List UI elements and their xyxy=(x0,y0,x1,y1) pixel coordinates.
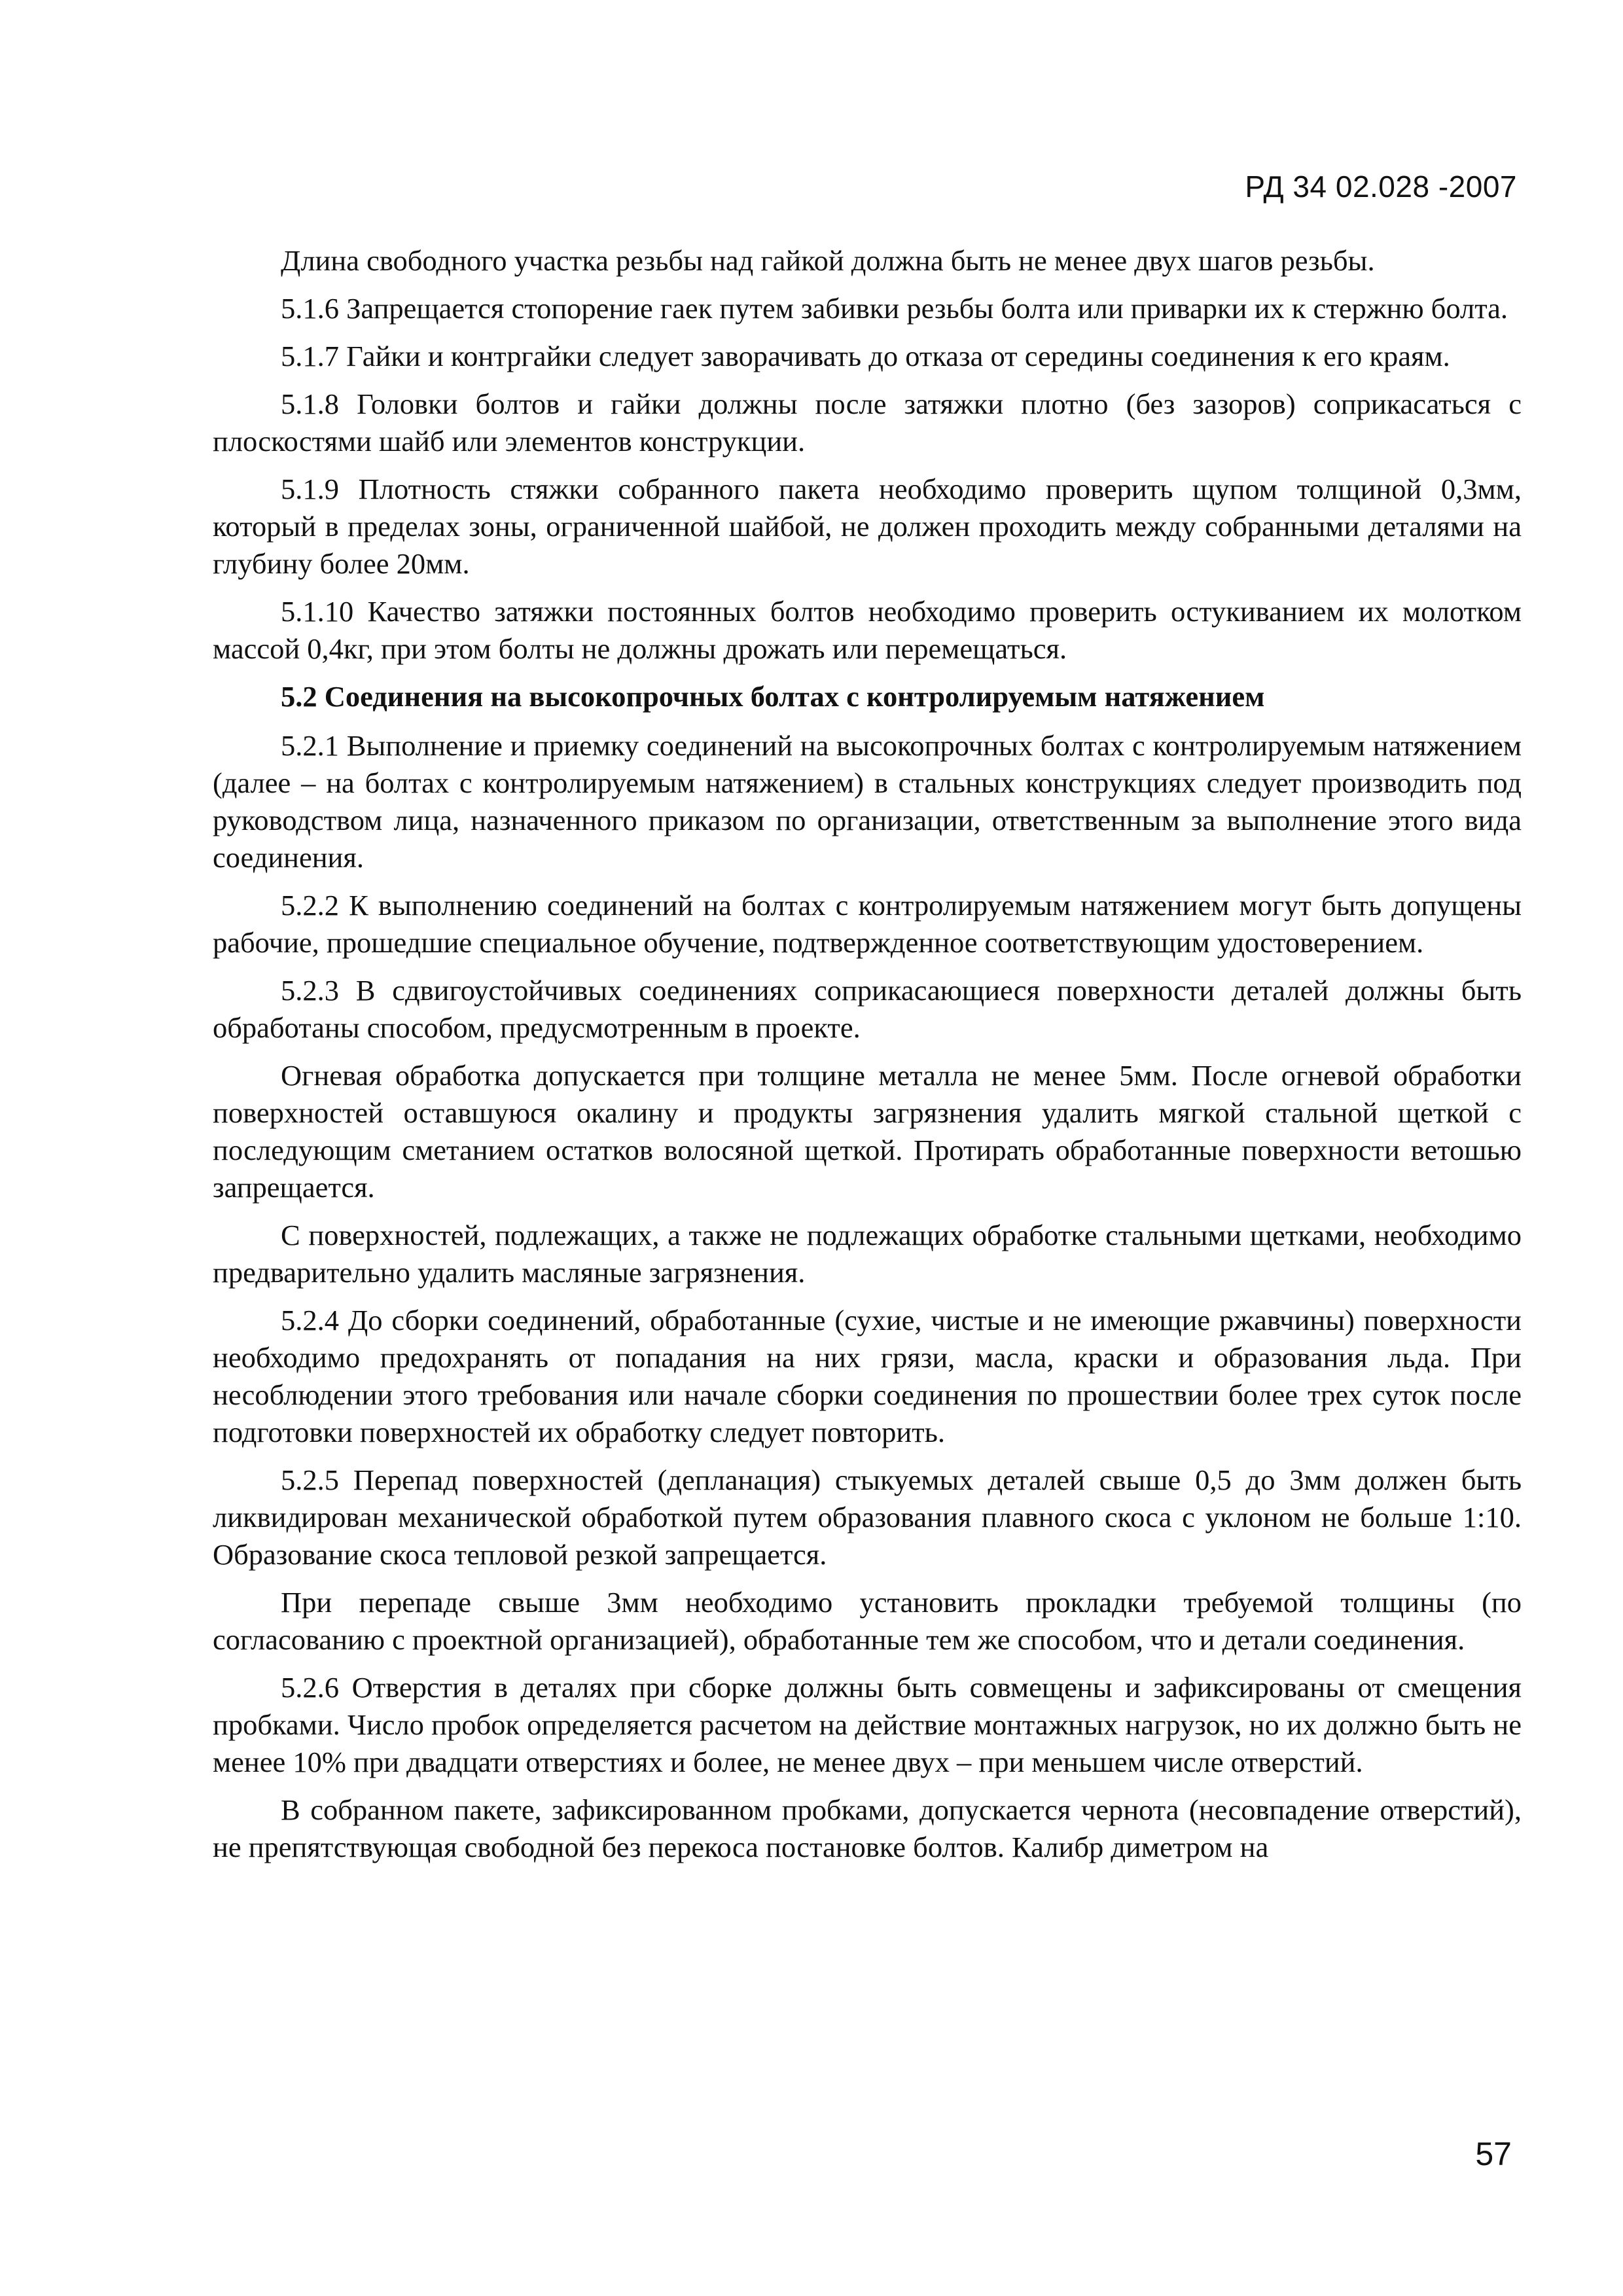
paragraph-5-2-3: 5.2.3 В сдвигоустойчивых соединениях соприкасающиеся поверхности деталей должны быть обработаны способом, предусмотренным в проекте. xyxy=(213,974,1522,1044)
paragraph-thread-length: Длина свободного участка резьбы над гайкой должна быть не менее двух шагов резьбы. xyxy=(281,244,1375,277)
document-code-header: РД 34 02.028 -2007 xyxy=(1245,170,1517,204)
paragraph-5-1-8: 5.1.8 Головки болтов и гайки должны после затяжки плотно (без зазоров) соприкасаться с плоскостями шайб или элементов конструкции. xyxy=(213,387,1522,457)
paragraph-5-2-6: 5.2.6 Отверстия в деталях при сборке должны быть совмещены и зафиксированы от смещения пробками. Число пробок определяется расчетом на действие монтажных нагрузок, но их должно быть не менее 10% при двадцати отверстиях и более, не менее двух – при меньшем числе отверстий. xyxy=(213,1671,1522,1778)
section-heading-5-2: 5.2 Соединения на высокопрочных болтах с контролируемым натяжением xyxy=(281,680,1265,713)
page-number: 57 xyxy=(1475,2136,1512,2172)
paragraph-5-1-10: 5.1.10 Качество затяжки постоянных болтов необходимо проверить остукиванием их молотком массой 0,4кг, при этом болты не должны дрожать или перемещаться. xyxy=(213,595,1522,665)
paragraph-5-2-2: 5.2.2 К выполнению соединений на болтах с контролируемым натяжением могут быть допущены рабочие, прошедшие специальное обучение, подтвержденное соответствующим удостоверением. xyxy=(213,889,1522,959)
paragraph-5-2-4: 5.2.4 До сборки соединений, обработанные (сухие, чистые и не имеющие ржавчины) поверхности необходимо предохранять от попадания на них грязи, масла, краски и образования льда. При несоблюдении этого требования или начале сборки соединения по прошествии более трех суток после подготовки поверхностей их обработку следует повторить. xyxy=(213,1304,1522,1448)
paragraph-5-2-1: 5.2.1 Выполнение и приемку соединений на высокопрочных болтах с контролируемым натяжением (далее – на болтах с контролируемым натяжением) в стальных конструкциях следует производить под руководством лица, назначенного приказом по организации, ответственным за выполнение этого вида соединения. xyxy=(213,729,1522,874)
paragraph-assembled-package: В собранном пакете, зафиксированном пробками, допускается чернота (несовпадение отверстий), не препятствующая свободной без перекоса постановке болтов. Калибр диметром на xyxy=(213,1793,1522,1863)
paragraph-oil-removal: С поверхностей, подлежащих, а также не подлежащих обработке стальными щетками, необходимо предварительно удалить масляные загрязнения. xyxy=(213,1219,1522,1289)
paragraph-fire-treatment: Огневая обработка допускается при толщине металла не менее 5мм. После огневой обработки поверхностей оставшуюся окалину и продукты загрязнения удалить мягкой стальной щеткой с последующим сметанием остатков волосяной щеткой. Протирать обработанные поверхности ветошью запрещается. xyxy=(213,1059,1522,1204)
paragraph-5-1-6: 5.1.6 Запрещается стопорение гаек путем забивки резьбы болта или приварки их к стержню болта. xyxy=(281,292,1508,325)
paragraph-5-1-9: 5.1.9 Плотность стяжки собранного пакета необходимо проверить щупом толщиной 0,3мм, который в пределах зоны, ограниченной шайбой, не должен проходить между собранными деталями на глубину более 20мм. xyxy=(213,473,1522,580)
paragraph-shims: При перепаде свыше 3мм необходимо установить прокладки требуемой толщины (по согласованию с проектной организацией), обработанные тем же способом, что и детали соединения. xyxy=(213,1586,1522,1656)
paragraph-5-2-5: 5.2.5 Перепад поверхностей (депланация) стыкуемых деталей свыше 0,5 до 3мм должен быть ликвидирован механической обработкой путем образования плавного скоса с уклоном не больше 1:10. Образование скоса тепловой резкой запрещается. xyxy=(213,1463,1522,1571)
paragraph-5-1-7: 5.1.7 Гайки и контргайки следует заворачивать до отказа от середины соединения к его краям. xyxy=(281,340,1450,372)
document-body xyxy=(213,242,1522,1876)
